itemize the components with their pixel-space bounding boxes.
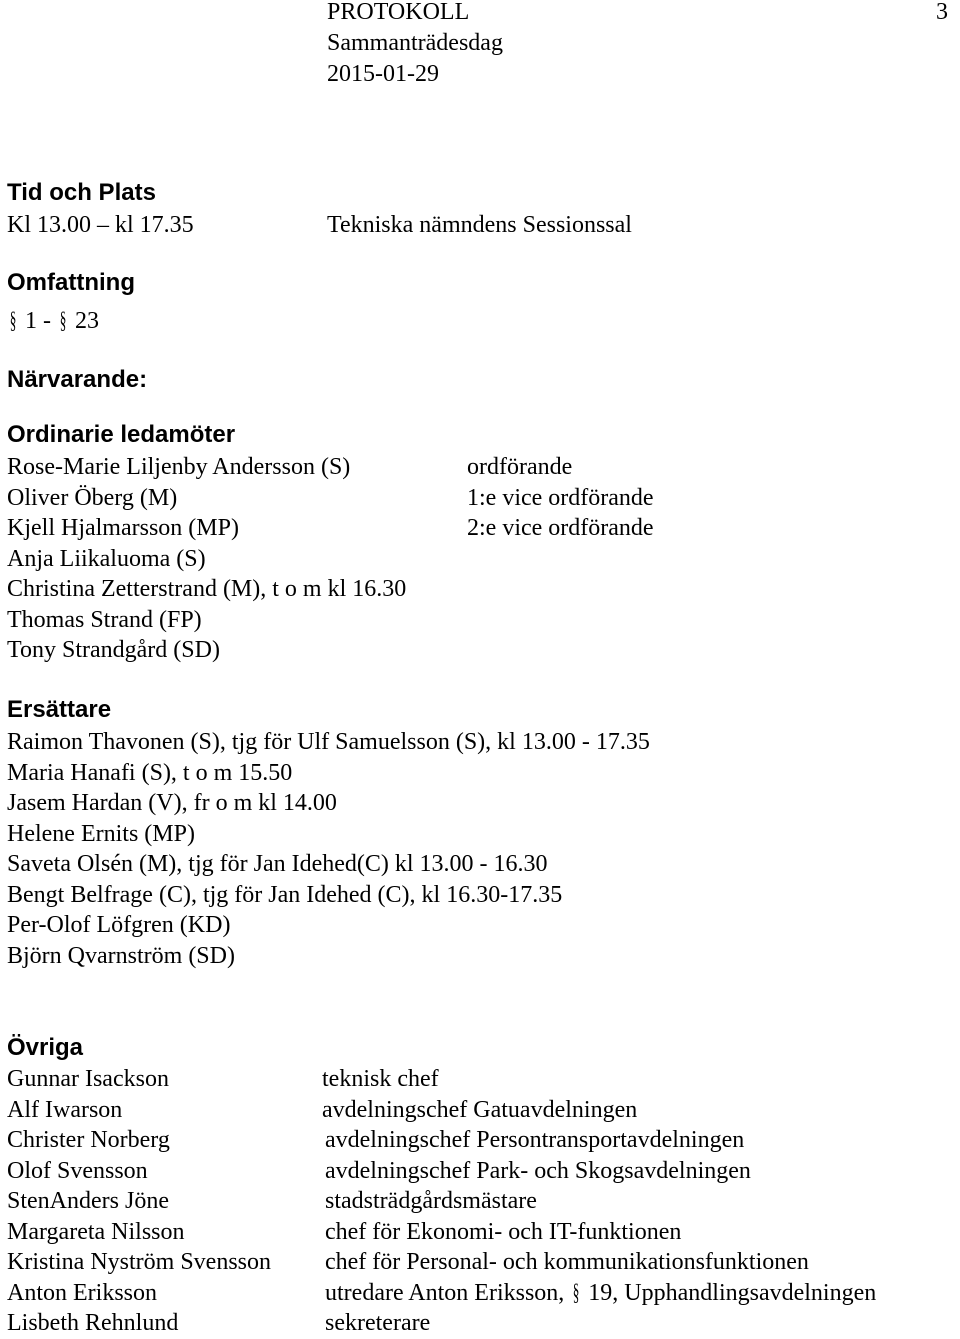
others-names bbox=[7, 1064, 271, 1339]
section-icon: § bbox=[572, 1279, 580, 1306]
substitute-item: Björn Qvarnström (SD) bbox=[7, 942, 235, 969]
substitute-item: Saveta Olsén (M), tjg för Jan Idehed(C) kl 13.00 - 16.30 bbox=[7, 851, 548, 877]
scope-heading: Omfattning bbox=[7, 269, 135, 296]
member-role: ordförande bbox=[467, 454, 573, 480]
section-icon: § bbox=[9, 308, 17, 334]
member-name: Oliver Öberg (M) bbox=[7, 484, 178, 511]
meeting-place: Tekniska nämndens Sessionssal bbox=[327, 212, 632, 238]
ordinary-names bbox=[7, 452, 406, 666]
page-number: 3 bbox=[936, 0, 948, 25]
others-heading: Övriga bbox=[7, 1034, 84, 1061]
meeting-label: Sammanträdesdag bbox=[327, 30, 503, 56]
time-place-heading: Tid och Plats bbox=[7, 179, 156, 206]
other-role: stadsträdgårdsmästare bbox=[325, 1188, 537, 1214]
substitute-item: Bengt Belfrage (C), tjg för Jan Idehed (C), kl 16.30-17.35 bbox=[7, 881, 563, 908]
member-name: Christina Zetterstrand (M), t o m kl 16.30 bbox=[7, 576, 407, 602]
substitutes-heading: Ersättare bbox=[7, 696, 112, 723]
member-name: Rose-Marie Liljenby Andersson (S) bbox=[7, 454, 351, 480]
other-role: sekreterare bbox=[325, 1310, 431, 1336]
substitute-item: Jasem Hardan (V), fr o m kl 14.00 bbox=[7, 790, 337, 816]
scope-range bbox=[7, 306, 99, 337]
other-name: Olof Svensson bbox=[7, 1157, 148, 1184]
member-name: Kjell Hjalmarsson (MP) bbox=[7, 515, 239, 541]
other-name: Alf Iwarson bbox=[7, 1096, 123, 1123]
other-name: StenAnders Jöne bbox=[7, 1188, 169, 1214]
other-role: chef för Personal- och kommunikationsfunktionen bbox=[325, 1249, 809, 1275]
other-role: avdelningschef Park- och Skogsavdelningen bbox=[325, 1157, 751, 1184]
meeting-time: Kl 13.00 – kl 17.35 bbox=[7, 212, 194, 238]
section-icon: § bbox=[59, 308, 67, 334]
substitute-item: Per-Olof Löfgren (KD) bbox=[7, 912, 231, 938]
scope-to: 23 bbox=[75, 308, 99, 334]
substitute-item: Raimon Thavonen (S), tjg för Ulf Samuelsson (S), kl 13.00 - 17.35 bbox=[7, 729, 650, 755]
other-name: Margareta Nilsson bbox=[7, 1218, 185, 1245]
present-heading: Närvarande: bbox=[7, 366, 148, 393]
member-name: Thomas Strand (FP) bbox=[7, 606, 202, 633]
other-role: utredare Anton Eriksson, bbox=[325, 1279, 565, 1306]
other-name: Gunnar Isackson bbox=[7, 1066, 169, 1092]
member-name: Tony Strandgård (SD) bbox=[7, 637, 220, 663]
other-name: Kristina Nyström Svensson bbox=[7, 1249, 271, 1275]
ordinary-roles bbox=[467, 452, 654, 544]
other-role: avdelningschef Gatuavdelningen bbox=[322, 1096, 638, 1123]
other-role: avdelningschef Persontransportavdelningen bbox=[325, 1127, 745, 1153]
substitute-item: Helene Ernits (MP) bbox=[7, 820, 195, 847]
substitutes-list bbox=[7, 727, 650, 971]
ordinary-heading: Ordinarie ledamöter bbox=[7, 421, 236, 448]
other-role-with-section bbox=[322, 1278, 876, 1309]
document-type: PROTOKOLL bbox=[327, 0, 470, 25]
other-name: Christer Norberg bbox=[7, 1127, 170, 1153]
others-roles bbox=[322, 1064, 876, 1339]
scope-from: 1 - bbox=[25, 308, 51, 334]
other-role: teknisk chef bbox=[322, 1066, 439, 1092]
other-name: Lisbeth Rehnlund bbox=[7, 1310, 179, 1336]
other-role: chef för Ekonomi- och IT-funktionen bbox=[325, 1218, 682, 1245]
member-name: Anja Liikaluoma (S) bbox=[7, 545, 206, 572]
other-role-suffix: 19, Upphandlingsavdelningen bbox=[588, 1279, 877, 1306]
substitute-item: Maria Hanafi (S), t o m 15.50 bbox=[7, 759, 293, 786]
member-role: 1:e vice ordförande bbox=[467, 484, 654, 511]
meeting-date: 2015-01-29 bbox=[327, 61, 439, 87]
member-role: 2:e vice ordförande bbox=[467, 515, 654, 541]
other-name: Anton Eriksson bbox=[7, 1279, 157, 1306]
